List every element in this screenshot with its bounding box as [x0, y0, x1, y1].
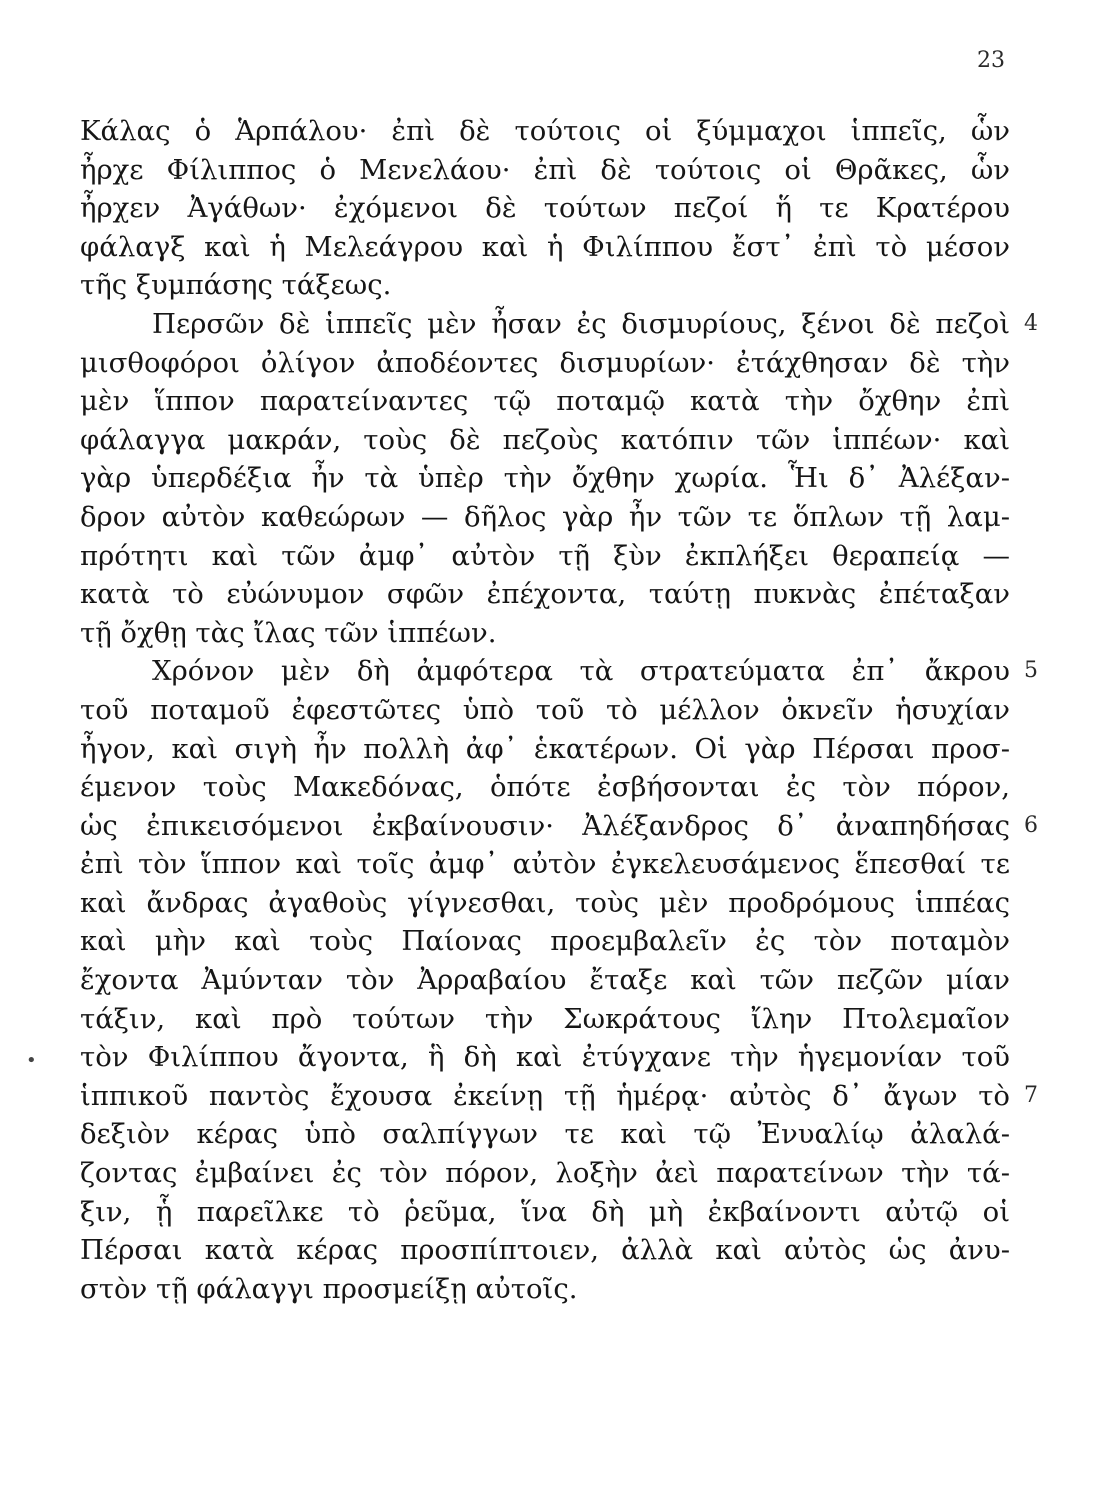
line-text: στὸν τῇ φάλαγγι προσμείξῃ αὐτοῖς.: [80, 1272, 578, 1305]
line-text: Πέρσαι κατὰ κέρας προσπίπτοιεν, ἀλλὰ καὶ αὐτὸς ὡς ἀνυ-: [80, 1234, 1010, 1267]
text-line: [80, 961, 1010, 1000]
line-text: μὲν ἵππον παρατείναντες τῷ ποταμῷ κατὰ τὴν ὄχθην ἐπὶ: [80, 385, 1010, 418]
line-text: δεξιὸν κέρας ὑπὸ σαλπίγγων τε καὶ τῷ Ἐνυαλίῳ ἀλαλά-: [80, 1118, 1010, 1151]
line-text: ζοντας ἐμβαίνει ἐς τὸν πόρον, λοξὴν ἀεὶ παρατείνων τὴν τά-: [80, 1157, 1010, 1190]
line-text: μισθοφόροι ὀλίγον ἀποδέοντες δισμυρίων· ἐτάχθησαν δὲ τὴν: [80, 346, 1010, 379]
line-text: κατὰ τὸ εὐώνυμον σφῶν ἐπέχοντα, ταύτῃ πυκνὰς ἐπέταξαν: [80, 578, 1010, 611]
line-text: Χρόνον μὲν δὴ ἀμφότερα τὰ στρατεύματα ἐπ᾽ ἄκρου: [152, 655, 1010, 688]
text-line: [80, 730, 1010, 769]
text-line: [80, 266, 1010, 305]
line-text: φάλαγγα μακράν, τοὺς δὲ πεζοὺς κατόπιν τῶν ἱππέων· καὶ: [80, 423, 1010, 456]
text-line: [80, 691, 1010, 730]
line-text: καὶ ἄνδρας ἀγαθοὺς γίγνεσθαι, τοὺς μὲν προδρόμους ἱππέας: [80, 886, 1010, 919]
line-text: γὰρ ὑπερδέξια ἦν τὰ ὑπὲρ τὴν ὄχθην χωρία. Ἧι δ᾽ Ἀλέξαν-: [80, 462, 1010, 495]
text-line: [80, 459, 1010, 498]
text-line: [80, 189, 1010, 228]
line-text: ἦγον, καὶ σιγὴ ἦν πολλὴ ἀφ᾽ ἑκατέρων. Οἱ γὰρ Πέρσαι προσ-: [80, 732, 1010, 765]
line-text: Κάλας ὁ Ἁρπάλου· ἐπὶ δὲ τούτοις οἱ ξύμμαχοι ἱππεῖς, ὧν: [80, 115, 1010, 147]
section-number: 7: [1024, 1082, 1038, 1108]
text-line: [80, 845, 1010, 884]
line-text: τοῦ ποταμοῦ ἐφεστῶτες ὑπὸ τοῦ τὸ μέλλον ὀκνεῖν ἡσυχίαν: [80, 693, 1010, 726]
text-line: [80, 537, 1010, 576]
section-number: 6: [1024, 812, 1038, 838]
text-line: [80, 652, 1038, 691]
text-line: [80, 1077, 1038, 1116]
line-text: έμενον τοὺς Μακεδόνας, ὁπότε ἐσβήσονται ἐς τὸν πόρον,: [80, 771, 1010, 804]
text-line: [80, 344, 1010, 383]
line-text: τῆς ξυμπάσης τάξεως.: [80, 269, 392, 302]
text-line: [80, 1193, 1010, 1232]
line-text: φάλαγξ καὶ ἡ Μελεάγρου καὶ ἡ Φιλίππου ἔστ᾽ ἐπὶ τὸ μέσον: [80, 230, 1010, 263]
line-text: ἦρχεν Ἀγάθων· ἐχόμενοι δὲ τούτων πεζοί ἥ τε Κρατέρου: [80, 192, 1010, 225]
line-text: τῇ ὄχθῃ τὰς ἴλας τῶν ἱππέων.: [80, 616, 497, 649]
text-line: [80, 1231, 1010, 1270]
text-line: [80, 151, 1010, 190]
text-line: [80, 614, 1010, 653]
text-line: [80, 228, 1010, 267]
margin-mark: •: [26, 1050, 37, 1071]
line-text: ἐπὶ τὸν ἵππον καὶ τοῖς ἀμφ᾽ αὐτὸν ἐγκελευσάμενος ἕπεσθαί τε: [80, 848, 1010, 881]
section-number: 5: [1024, 658, 1038, 684]
text-line: [80, 1270, 1010, 1309]
line-text: τὸν Φιλίππου ἄγοντα, ἣ δὴ καὶ ἐτύγχανε τὴν ἡγεμονίαν τοῦ: [80, 1041, 1010, 1074]
line-text: δρον αὐτὸν καθεώρων — δῆλος γὰρ ἦν τῶν τε ὅπλων τῇ λαμ-: [80, 500, 1010, 533]
text-line: [80, 112, 1010, 151]
text-line: [80, 807, 1038, 846]
text-line: [80, 884, 1010, 923]
text-line: [80, 1038, 1010, 1077]
body-text: [80, 112, 1038, 1308]
section-number: 4: [1024, 310, 1038, 336]
line-text: τάξιν, καὶ πρὸ τούτων τὴν Σωκράτους ἴλην Πτολεμαῖον: [80, 1002, 1010, 1035]
page-number: 23: [977, 48, 1005, 73]
text-line: [80, 768, 1010, 807]
line-text: πρότητι καὶ τῶν ἀμφ᾽ αὐτὸν τῇ ξὺν ἐκπλήξει θεραπείᾳ —: [80, 539, 1010, 572]
text-line: [80, 382, 1010, 421]
line-text: καὶ μὴν καὶ τοὺς Παίονας προεμβαλεῖν ἐς τὸν ποταμὸν: [80, 925, 1010, 958]
text-line: [80, 575, 1010, 614]
text-line: [80, 421, 1010, 460]
text-line: [80, 305, 1038, 344]
line-text: ἦρχε Φίλιππος ὁ Μενελάου· ἐπὶ δὲ τούτοις οἱ Θρᾶκες, ὧν: [80, 153, 1010, 186]
text-line: [80, 1154, 1010, 1193]
text-line: [80, 1115, 1010, 1154]
line-text: Περσῶν δὲ ἱππεῖς μὲν ἦσαν ἐς δισμυρίους, ξένοι δὲ πεζοὶ: [152, 307, 1010, 340]
line-text: ξιν, ᾗ παρεῖλκε τὸ ῥεῦμα, ἵνα δὴ μὴ ἐκβαίνοντι αὐτῷ οἱ: [80, 1195, 1010, 1228]
line-text: ἔχοντα Ἀμύνταν τὸν Ἀρραβαίου ἔταξε καὶ τῶν πεζῶν μίαν: [80, 964, 1010, 997]
text-line: [80, 922, 1010, 961]
text-line: [80, 1000, 1010, 1039]
line-text: ὡς ἐπικεισόμενοι ἐκβαίνουσιν· Ἀλέξανδρος δ᾽ ἀναπηδήσας: [80, 809, 1010, 842]
text-line: [80, 498, 1010, 537]
line-text: ἱππικοῦ παντὸς ἔχουσα ἐκείνῃ τῇ ἡμέρᾳ· αὐτὸς δ᾽ ἄγων τὸ: [80, 1079, 1010, 1112]
